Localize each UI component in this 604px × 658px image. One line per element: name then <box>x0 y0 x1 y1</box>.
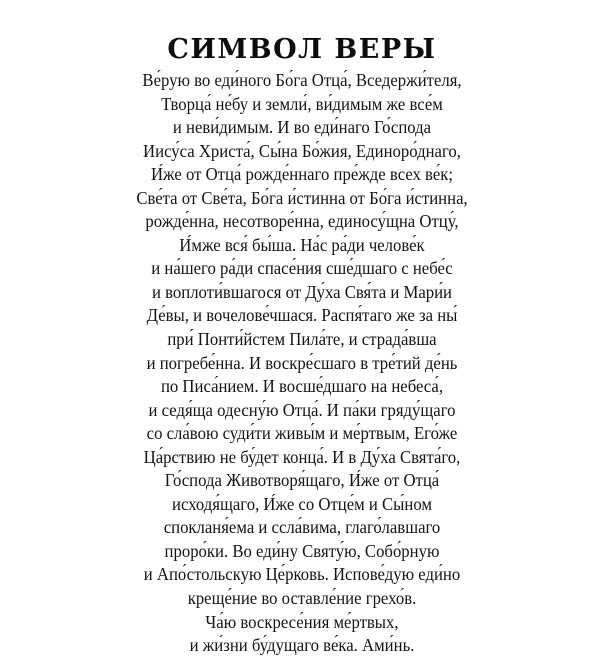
prayer-line: И́мже вся́ бы́ша. На́с ра́ди челове́к <box>179 234 425 255</box>
prayer-line: по Писа́нием. И восше́дшаго на небеса́, <box>160 376 444 397</box>
prayer-line: спокланя́ема и ссла́вима, глаго́лавшаго <box>163 517 441 538</box>
prayer-line: и неви́димым. И во еди́наго Го́спода <box>172 117 432 138</box>
prayer-line: И́же от Отца́ рожде́ннаго пре́жде всех ве́к; <box>150 164 454 185</box>
prayer-line: и воплоти́вшагося от Ду́ха Свя́та и Мари́и <box>152 281 452 302</box>
prayer-line: проро́ки. Во еди́ну Святу́ю, Собо́рную <box>164 540 440 561</box>
prayer-line: при́ Понти́йстем Пила́те, и страда́вша <box>167 329 437 350</box>
prayer-line: Ве́рую во еди́ного Бо́га Отца́, Вседержи́теля, <box>142 70 462 90</box>
prayer-line: и седя́ща одесну́ю Отца́. И па́ки гряду́щаго <box>148 399 456 420</box>
prayer-line: Ца́рствию не бу́дет конца́. И в Ду́ха Свята́го, <box>143 446 461 467</box>
prayer-line: со сла́вою суди́ти живы́м и ме́ртвым, Его́же <box>146 423 458 444</box>
prayer-line: креще́ние во оставле́ние грехо́в. <box>187 588 417 609</box>
prayer-line: и Апо́стольскую Це́рковь. Испове́дую еди́но <box>143 564 461 585</box>
prayer-line: исходя́щаго, И́же со Отце́м и Сы́ном <box>172 493 432 514</box>
prayer-line: и на́шего ра́ди спасе́ния сше́дшаго с небе́с <box>151 258 453 279</box>
prayer-line: Ча́ю воскресе́ния ме́ртвых, <box>205 611 399 632</box>
prayer-line: и жи́зни бу́дущаго ве́ка. Ами́нь. <box>189 635 415 656</box>
prayer-line: Го́спода Животворя́щаго, И́же от Отца́ <box>164 470 440 491</box>
prayer-line: Иису́са Христа́, Сы́на Бо́жия, Единоро́днаго, <box>143 140 461 161</box>
prayer-line: и погребе́нна. И воскре́сшаго в тре́тий де́нь <box>146 352 458 373</box>
prayer-line: рожде́нна, несотворе́нна, единосу́щна Отцу́, <box>145 211 459 232</box>
prayer-text <box>0 69 604 658</box>
prayer-line: Творца́ не́бу и земли́, ви́димым же все́м <box>161 93 443 114</box>
prayer-line: Де́вы, и вочелове́чшася. Распя́таго же за ны́ <box>146 305 458 326</box>
document-title: СИМВОЛ ВЕРЫ <box>167 34 437 65</box>
prayer-line: Све́та от Све́та, Бо́га и́стинна от Бо́га и́стинна, <box>136 187 468 208</box>
